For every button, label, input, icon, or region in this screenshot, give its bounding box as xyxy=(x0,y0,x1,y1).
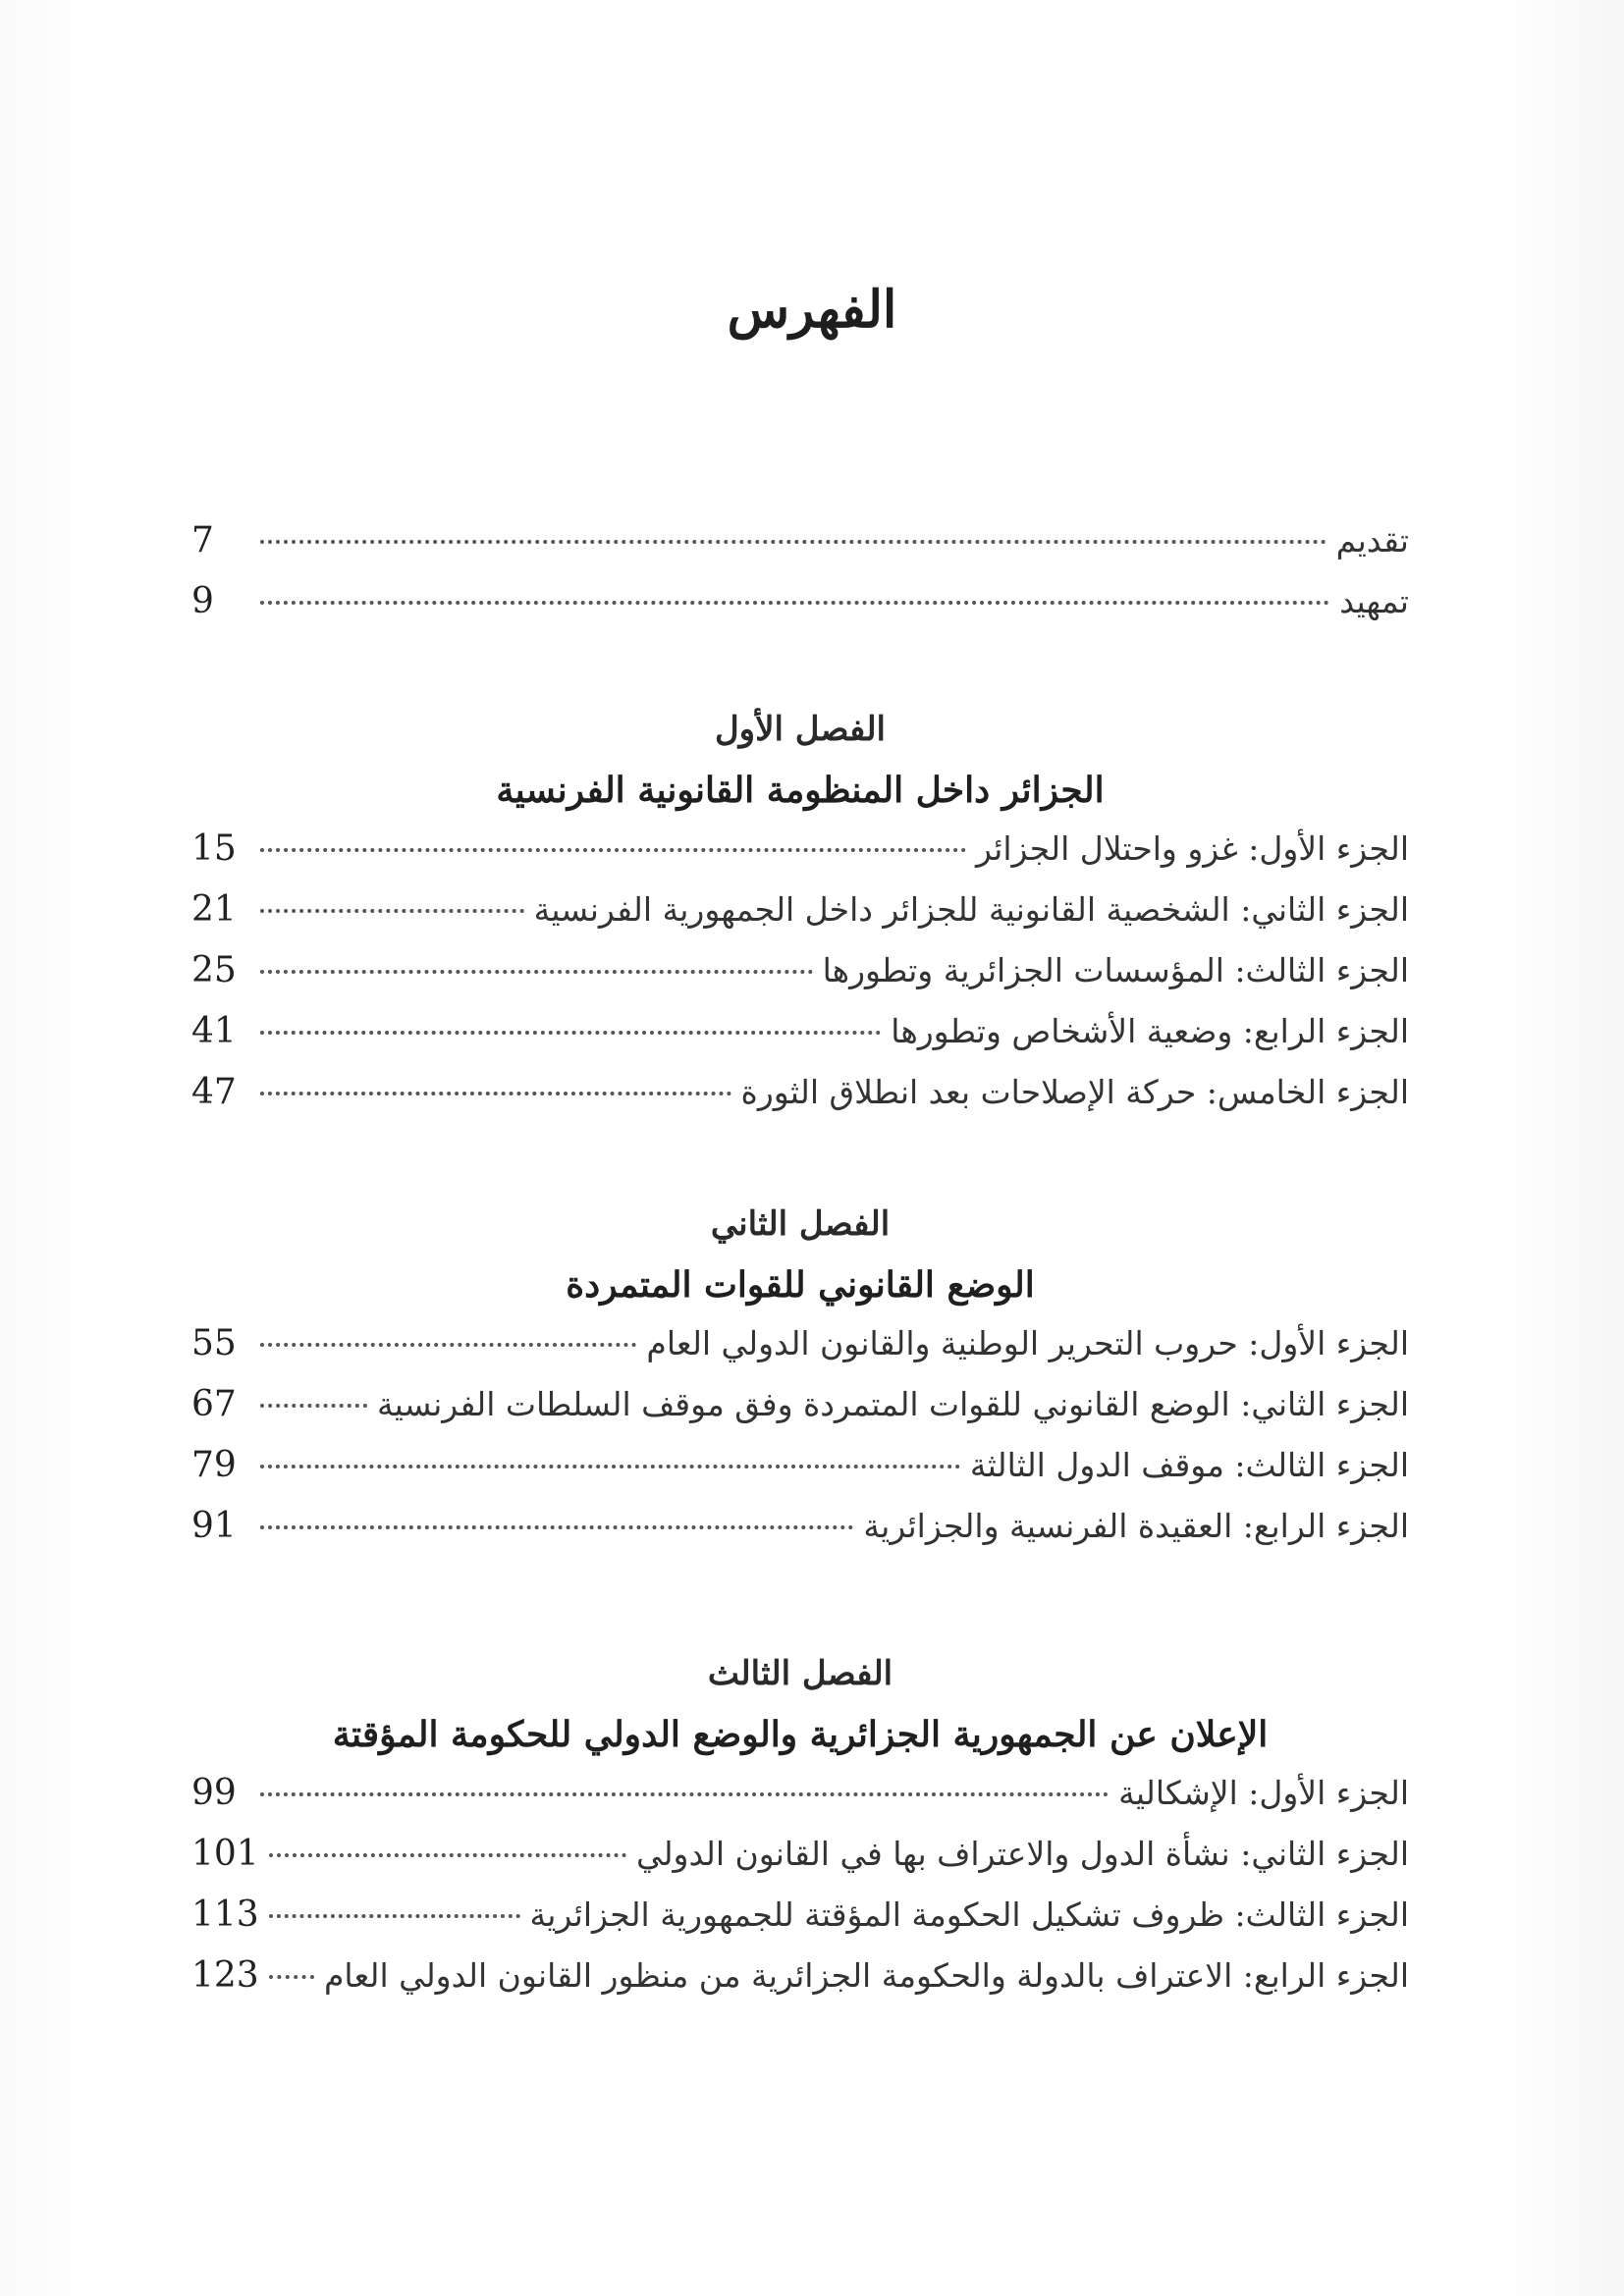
toc-entry-page: 9 xyxy=(191,581,214,621)
toc-entry-label: الجزء الأول: الإشكالية xyxy=(1118,1774,1409,1812)
toc-entry-page: 47 xyxy=(191,1072,237,1112)
chapter-subtitle: الجزائر داخل المنظومة القانونية الفرنسية xyxy=(496,770,1105,811)
toc-entry-label: الجزء الثاني: نشأة الدول والاعتراف بها في القانون الدولي xyxy=(635,1835,1409,1873)
toc-entry-label: الجزء الأول: حروب التحرير الوطنية والقانون الدولي العام xyxy=(646,1324,1409,1362)
toc-entry-label: الجزء الرابع: العقيدة الفرنسية والجزائرية xyxy=(863,1507,1409,1545)
toc-entry-page: 55 xyxy=(191,1323,237,1363)
toc-entry-label: الجزء الثاني: الشخصية القانونية للجزائر داخل الجمهورية الفرنسية xyxy=(533,890,1409,929)
toc-entry xyxy=(191,1072,1409,1133)
toc-entry-page: 79 xyxy=(191,1445,237,1485)
toc-entry-label: الجزء الثالث: المؤسسات الجزائرية وتطورها xyxy=(822,951,1409,989)
chapter-section xyxy=(191,701,1409,1133)
dot-leader xyxy=(260,1465,960,1468)
toc-entry-label: تمهيد xyxy=(1339,582,1409,620)
toc-intro-list xyxy=(191,520,1409,642)
chapter-subtitle: الإعلان عن الجمهورية الجزائرية والوضع الدولي للحكومة المؤقتة xyxy=(332,1714,1269,1755)
toc-entry-label: الجزء الثالث: ظروف تشكيل الحكومة المؤقتة للجمهورية الجزائرية xyxy=(529,1896,1409,1934)
toc-entry-page: 91 xyxy=(191,1506,237,1546)
dot-leader xyxy=(260,1031,881,1035)
toc-entry xyxy=(191,1011,1409,1072)
toc-entry xyxy=(191,1773,1409,1834)
dot-leader xyxy=(260,1792,1109,1796)
chapter-subtitle: الوضع القانوني للقوات المتمردة xyxy=(566,1264,1035,1306)
toc-entry xyxy=(191,520,1409,581)
chapter-heading: الفصل الثاني xyxy=(710,1204,891,1244)
toc-entry-page: 113 xyxy=(191,1895,259,1935)
toc-entry-page: 25 xyxy=(191,950,237,990)
toc-entry-page: 99 xyxy=(191,1773,237,1813)
toc-entry xyxy=(191,1506,1409,1567)
toc-entry-page: 123 xyxy=(191,1955,259,1996)
toc-entry-page: 41 xyxy=(191,1011,237,1051)
dot-leader xyxy=(260,1343,636,1347)
dot-leader xyxy=(260,848,966,852)
toc-entry-label: الجزء الخامس: حركة الإصلاحات بعد انطلاق الثورة xyxy=(740,1073,1409,1111)
dot-leader xyxy=(269,1914,520,1918)
toc-entry-page: 101 xyxy=(191,1834,259,1874)
dot-leader xyxy=(260,909,524,913)
dot-leader xyxy=(260,970,813,974)
toc-entry-page: 21 xyxy=(191,889,237,930)
toc-entry-label: الجزء الرابع: وضعية الأشخاص وتطورها xyxy=(891,1012,1409,1050)
dot-leader xyxy=(260,1525,853,1529)
dot-leader xyxy=(269,1975,314,1979)
toc-entry xyxy=(191,950,1409,1011)
chapter-section xyxy=(191,1645,1409,2016)
toc-entry-page: 15 xyxy=(191,828,237,869)
toc-entry-page: 7 xyxy=(191,520,214,561)
toc-entry xyxy=(191,828,1409,889)
dot-leader xyxy=(260,540,1326,544)
toc-entry-label: الجزء الأول: غزو واحتلال الجزائر xyxy=(975,829,1409,868)
toc-entry xyxy=(191,581,1409,642)
dot-leader xyxy=(260,1404,367,1408)
toc-entry xyxy=(191,1834,1409,1895)
toc-entry-label: الجزء الثالث: موقف الدول الثالثة xyxy=(969,1446,1409,1484)
dot-leader xyxy=(260,1092,731,1095)
toc-entry xyxy=(191,889,1409,950)
toc-entry xyxy=(191,1895,1409,1955)
dot-leader xyxy=(269,1853,626,1857)
toc-entry-label: الجزء الرابع: الاعتراف بالدولة والحكومة الجزائرية من منظور القانون الدولي العام xyxy=(323,1956,1409,1995)
toc-entry-label: تقديم xyxy=(1335,521,1409,560)
chapter-heading: الفصل الثالث xyxy=(707,1654,893,1693)
toc-entry-page: 67 xyxy=(191,1384,237,1424)
toc-entry xyxy=(191,1384,1409,1445)
chapter-section xyxy=(191,1196,1409,1567)
page-title: الفهرس xyxy=(727,280,897,340)
toc-entry xyxy=(191,1323,1409,1384)
toc-entry-label: الجزء الثاني: الوضع القانوني للقوات المتمردة وفق موقف السلطات الفرنسية xyxy=(376,1385,1409,1423)
chapter-heading: الفصل الأول xyxy=(714,710,887,749)
dot-leader xyxy=(260,601,1329,605)
toc-entry xyxy=(191,1445,1409,1506)
toc-entry xyxy=(191,1955,1409,2016)
